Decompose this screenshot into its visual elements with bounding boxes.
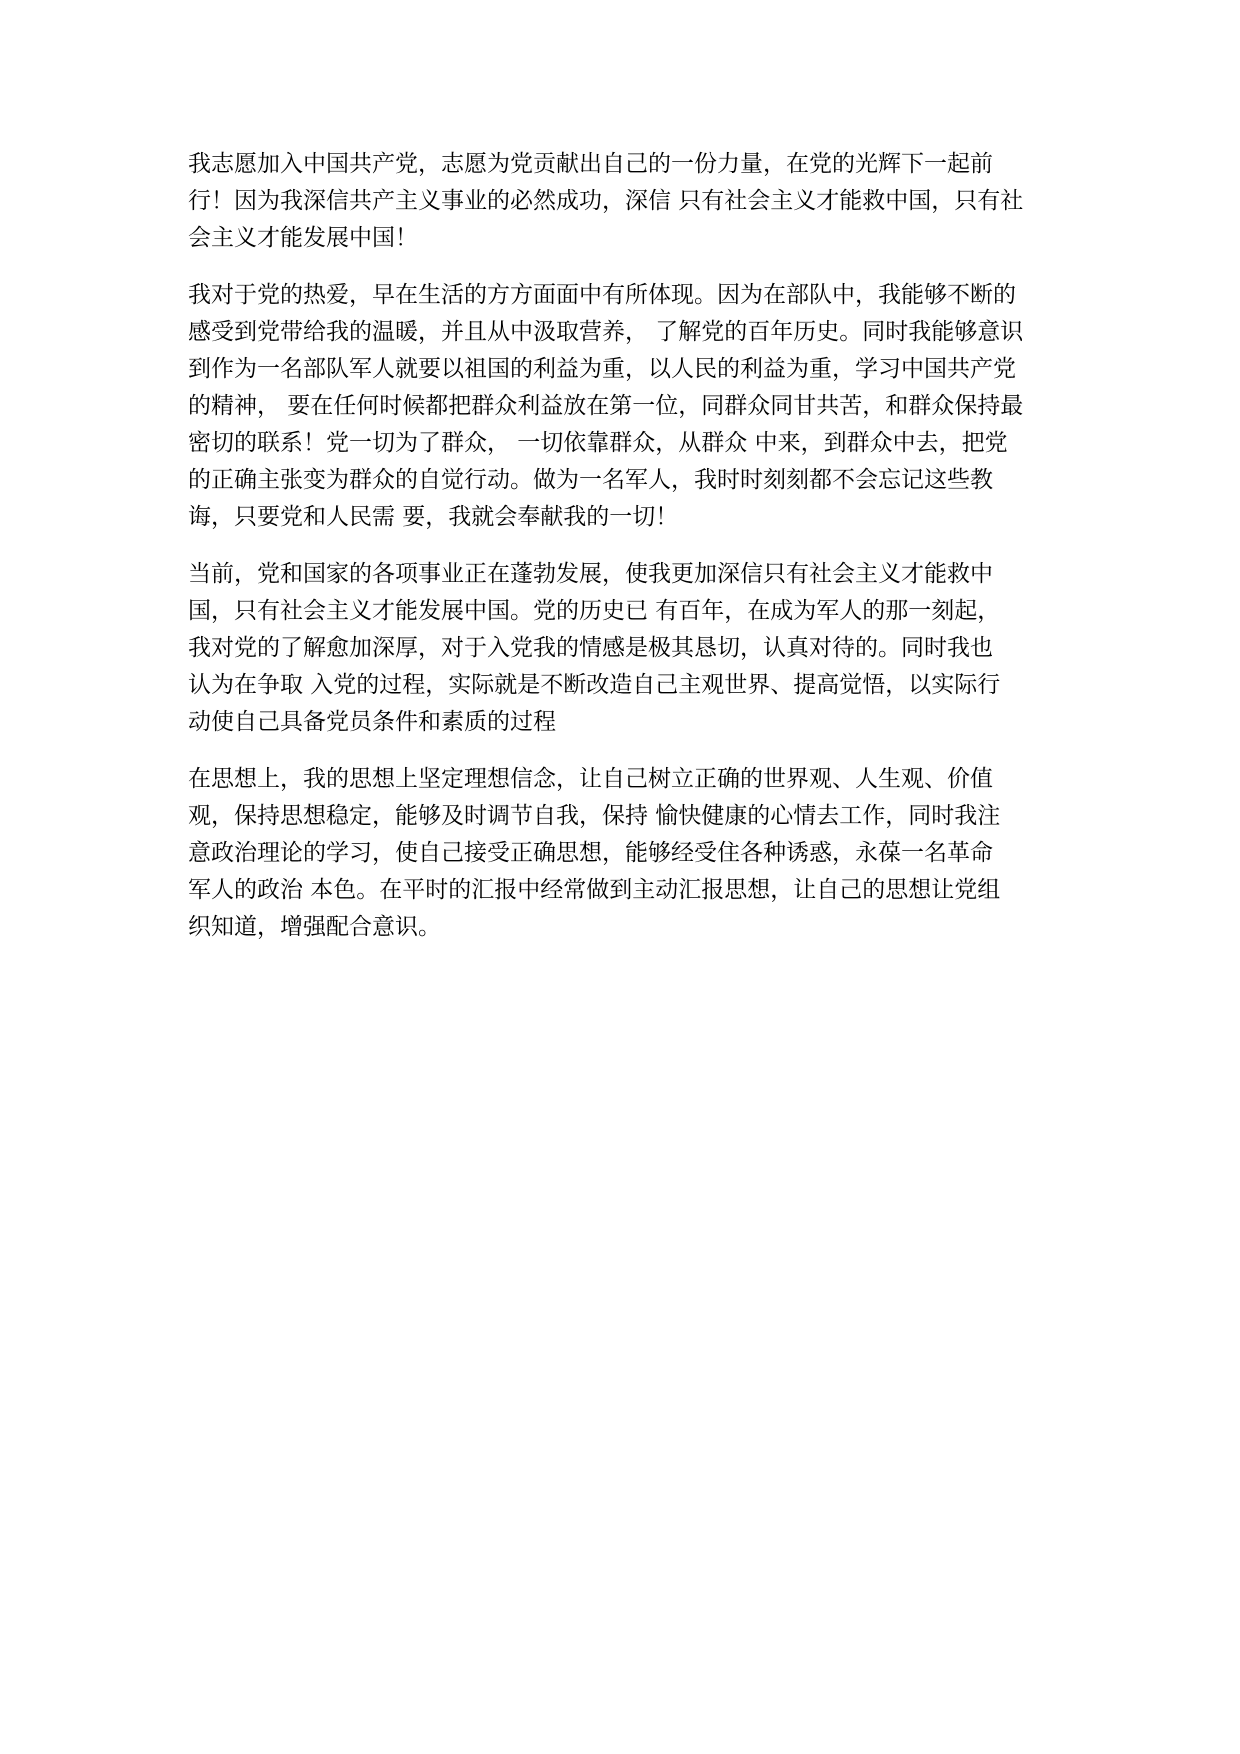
paragraph-line: 到作为一名部队军人就要以祖国的利益为重，以人民的利益为重，学习中国共产党: [188, 356, 1016, 382]
paragraph-line: 国，只有社会主义才能发展中国。党的历史已 有百年，在成为军人的那一刻起，: [188, 598, 1001, 624]
paragraph-line: 的正确主张变为群众的自觉行动。做为一名军人，我时时刻刻都不会忘记这些教: [188, 467, 993, 493]
document-body: [188, 146, 1068, 966]
paragraph-line: 我对于党的热爱，早在生活的方方面面中有所体现。因为在部队中，我能够不断的: [188, 282, 1016, 308]
paragraph-line: 织知道，增强配合意识。: [188, 914, 441, 940]
paragraph-line: 行！因为我深信共产主义事业的必然成功，深信 只有社会主义才能救中国，只有社: [188, 188, 1024, 214]
paragraph-line: 诲，只要党和人民需 要，我就会奉献我的一切！: [188, 504, 679, 530]
paragraph-line: 认为在争取 入党的过程，实际就是不断改造自己主观世界、提高觉悟，以实际行: [188, 672, 1001, 698]
paragraph-line: 动使自己具备党员条件和素质的过程: [188, 709, 556, 735]
paragraph-line: 意政治理论的学习，使自己接受正确思想，能够经受住各种诱惑，永葆一名革命: [188, 840, 993, 866]
paragraph-3: [188, 556, 1068, 741]
paragraph-4: [188, 761, 1068, 946]
paragraph-line: 会主义才能发展中国！: [188, 225, 418, 251]
paragraph-line: 感受到党带给我的温暖，并且从中汲取营养， 了解党的百年历史。同时我能够意识: [188, 319, 1024, 345]
paragraph-line: 我对党的了解愈加深厚，对于入党我的情感是极其恳切，认真对待的。同时我也: [188, 635, 993, 661]
paragraph-line: 观，保持思想稳定，能够及时调节自我，保持 愉快健康的心情去工作，同时我注: [188, 803, 1001, 829]
paragraph-line: 我志愿加入中国共产党，志愿为党贡献出自己的一份力量，在党的光辉下一起前: [188, 151, 993, 177]
paragraph-line: 在思想上，我的思想上坚定理想信念，让自己树立正确的世界观、人生观、价值: [188, 766, 993, 792]
paragraph-line: 的精神， 要在任何时候都把群众利益放在第一位，同群众同甘共苦，和群众保持最: [188, 393, 1024, 419]
paragraph-1: [188, 146, 1068, 257]
paragraph-line: 军人的政治 本色。在平时的汇报中经常做到主动汇报思想，让自己的思想让党组: [188, 877, 1001, 903]
paragraph-2: [188, 277, 1068, 536]
paragraph-line: 当前，党和国家的各项事业正在蓬勃发展，使我更加深信只有社会主义才能救中: [188, 561, 993, 587]
paragraph-line: 密切的联系！党一切为了群众， 一切依靠群众，从群众 中来，到群众中去，把党: [188, 430, 1008, 456]
